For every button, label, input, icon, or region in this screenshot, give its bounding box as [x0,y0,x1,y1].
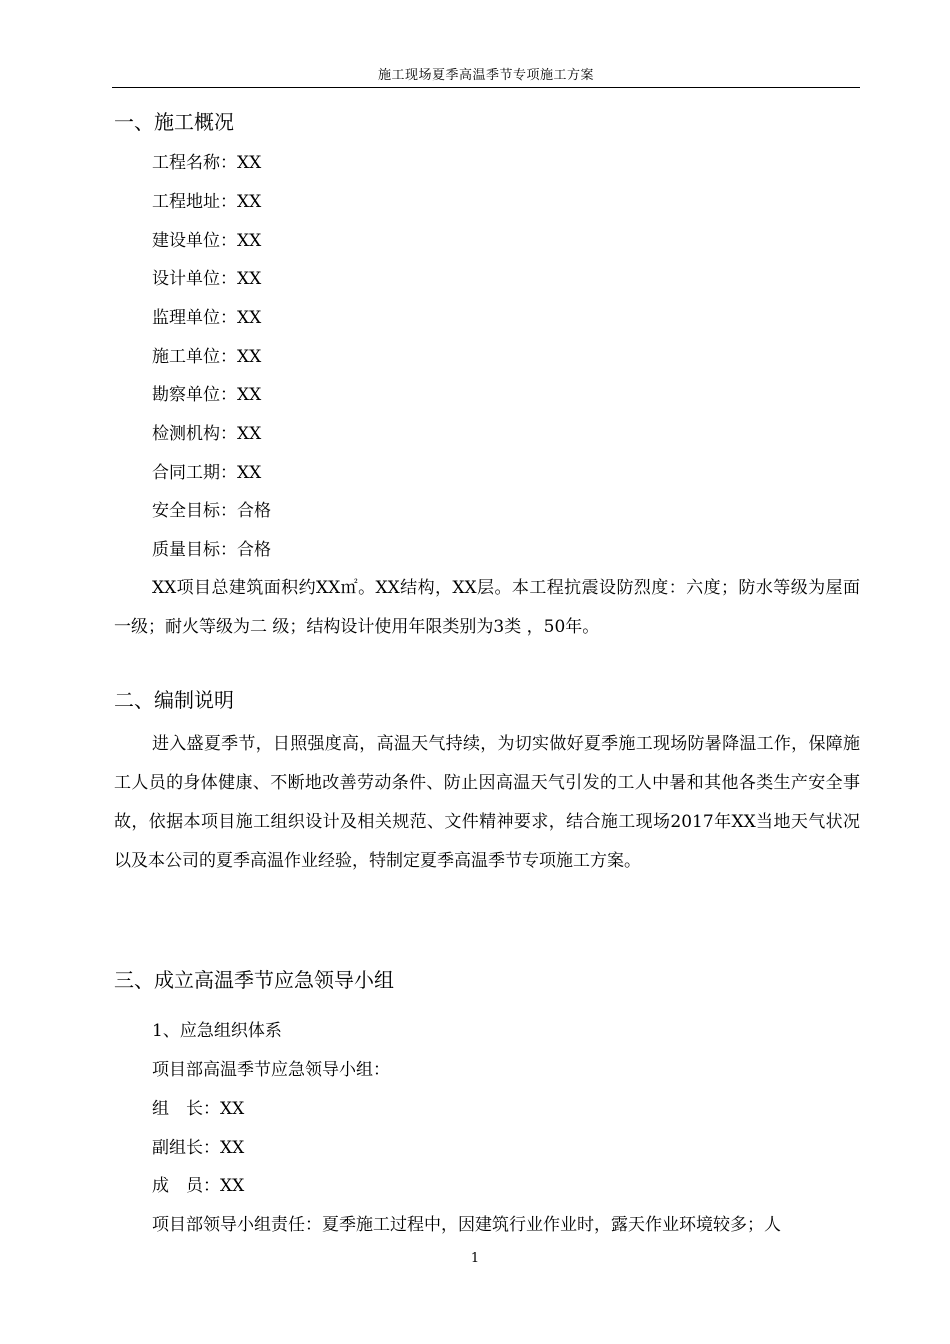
leadership-group-title: 项目部高温季节应急领导小组： [152,1060,390,1080]
deputy-leader-line: 副组长：XX [152,1138,245,1158]
group-responsibility-line: 项目部领导小组责任：夏季施工过程中，因建筑行业作业时，露天作业环境较多；人 [152,1215,781,1235]
safety-target-line: 安全目标：合格 [152,501,271,521]
project-name-line: 工程名称：XX [152,153,262,173]
section-2-title: 二、编制说明 [114,688,234,712]
quality-target-line: 质量目标：合格 [152,540,271,560]
group-leader-line: 组 长：XX [152,1099,245,1119]
project-address-line: 工程地址：XX [152,192,262,212]
project-summary-paragraph: XX项目总建筑面积约XX㎡。XX结构，XX层。本工程抗震设防烈度：六度；防水等级为屋面一级；耐火等级为二 级；结构设计使用年限类别为3类 ，50年。 [114,578,860,637]
testing-agency-line: 检测机构：XX [152,424,262,444]
page-header-title: 施工现场夏季高温季节专项施工方案 [377,68,594,83]
design-unit-line: 设计单位：XX [152,269,262,289]
contract-period-line: 合同工期：XX [152,463,262,483]
compilation-paragraph: 进入盛夏季节，日照强度高，高温天气持续，为切实做好夏季施工现场防暑降温工作，保障施工人员的身体健康、不断地改善劳动条件、防止因高温天气引发的工人中暑和其他各类生产安全事故，依据本项目施工组织设计及相关规范、文件精神要求，结合施工现场2017年XX当地天气状况以及本公司的夏季高温作业经验，特制定夏季高温季节专项施工方案。 [114,734,860,871]
supervision-unit-line: 监理单位：XX [152,308,262,328]
subsection-1-title: 1、应急组织体系 [152,1021,282,1041]
owner-unit-line: 建设单位：XX [152,231,262,251]
header-rule [112,87,860,88]
section-3-title: 三、成立高温季节应急领导小组 [114,968,394,992]
survey-unit-line: 勘察单位：XX [152,385,262,405]
members-line: 成 员：XX [152,1176,245,1196]
construction-unit-line: 施工单位：XX [152,347,262,367]
section-1-title: 一、施工概况 [114,110,234,134]
page-number: 1 [470,1251,480,1266]
